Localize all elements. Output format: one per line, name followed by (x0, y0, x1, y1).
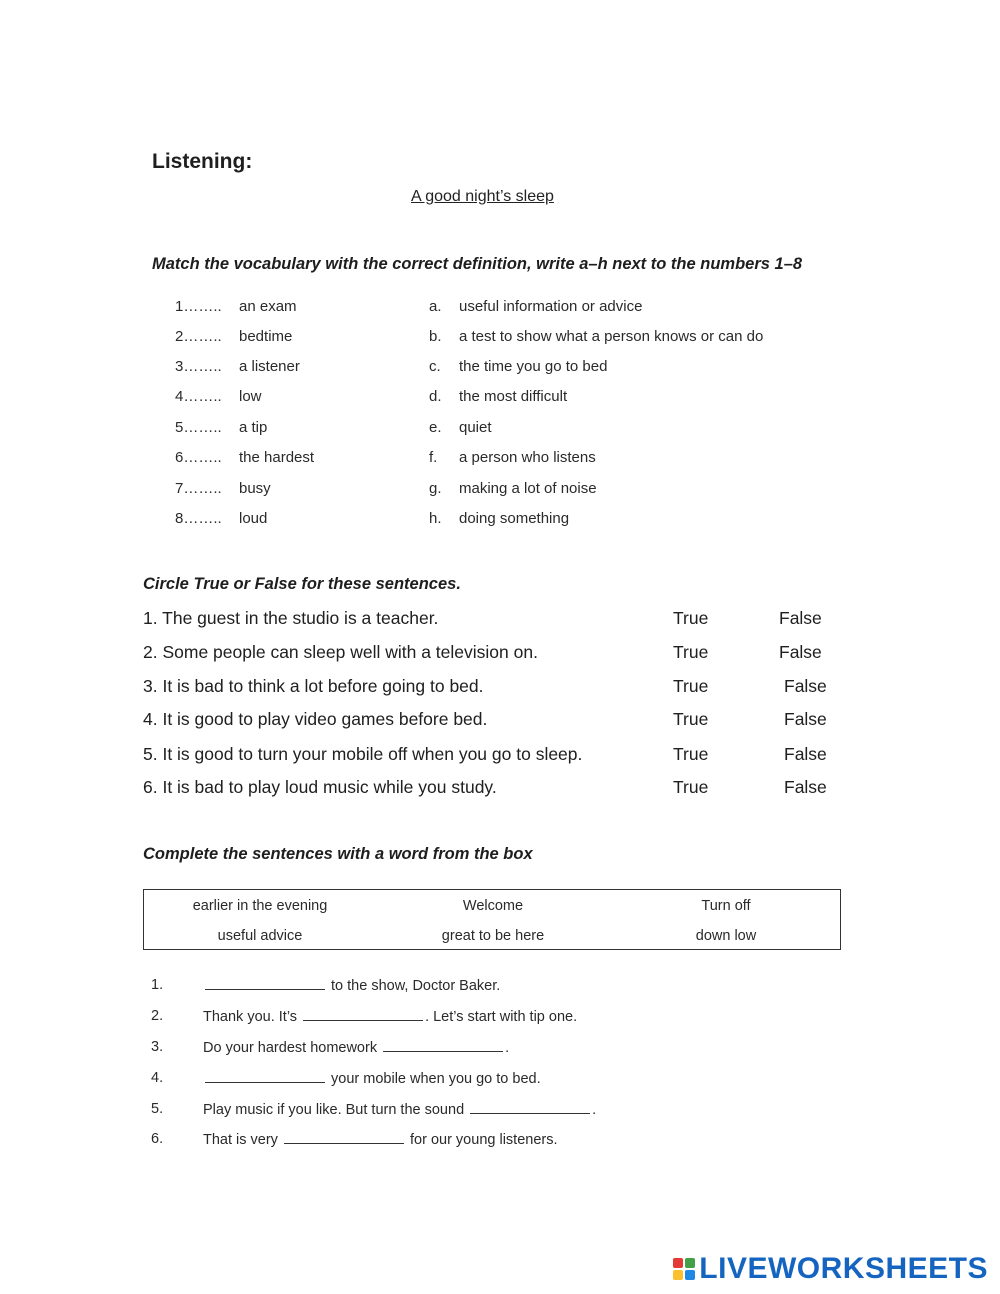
sentence-after: . (505, 1040, 510, 1056)
statement-text: 1. The guest in the studio is a teacher. (143, 608, 439, 628)
vocab-number[interactable]: 1…….. (175, 298, 222, 315)
logo-icon (673, 1258, 695, 1280)
true-option[interactable]: True (673, 608, 709, 628)
answer-blank[interactable] (205, 1070, 325, 1083)
logo-square-icon (673, 1258, 683, 1268)
true-option[interactable]: True (673, 676, 709, 696)
match-instruction: Match the vocabulary with the correct definition, write a–h next to the numbers 1–8 (152, 255, 803, 273)
true-option[interactable]: True (673, 709, 709, 729)
sentence-before: Do your hardest homework (203, 1040, 378, 1056)
vocab-number[interactable]: 6…….. (175, 449, 222, 466)
definition-text: the most difficult (459, 388, 568, 405)
vocab-word: bedtime (239, 328, 293, 345)
answer-blank[interactable] (303, 1008, 423, 1021)
box-word: useful advice (217, 928, 303, 944)
sentence-after: to the show, Doctor Baker. (331, 978, 501, 994)
answer-blank[interactable] (205, 977, 325, 990)
fill-sentence (203, 1008, 577, 1025)
complete-instruction: Complete the sentences with a word from the box (143, 845, 533, 863)
statement-text: 6. It is bad to play loud music while you study. (143, 777, 497, 797)
definition-text: making a lot of noise (459, 480, 597, 497)
statement-text: 3. It is bad to think a lot before going to bed. (143, 676, 484, 696)
true-option[interactable]: True (673, 642, 709, 662)
item-number: 6. (151, 1131, 164, 1147)
false-option[interactable]: False (779, 608, 822, 628)
page-title: Listening: (152, 150, 253, 173)
box-word: Welcome (462, 898, 524, 914)
false-option[interactable]: False (779, 642, 822, 662)
definition-text: doing something (459, 510, 570, 527)
vocab-word: the hardest (239, 449, 315, 466)
logo-square-icon (685, 1270, 695, 1280)
true-option[interactable]: True (673, 744, 709, 764)
logo-square-icon (673, 1270, 683, 1280)
definition-text: quiet (459, 419, 492, 436)
definition-letter: g. (429, 480, 442, 497)
vocab-word: a listener (239, 358, 300, 375)
vocab-number[interactable]: 2…….. (175, 328, 222, 345)
worksheet-subtitle: A good night’s sleep (411, 188, 554, 205)
liveworksheets-logo[interactable] (673, 1252, 988, 1286)
logo-text: LIVEWORKSHEETS (699, 1252, 988, 1285)
definition-letter: d. (429, 388, 442, 405)
definition-text: a test to show what a person knows or can do (459, 328, 764, 345)
vocab-word: loud (239, 510, 268, 527)
box-word: great to be here (441, 928, 545, 944)
item-number: 4. (151, 1070, 164, 1086)
sentence-after: for our young listeners. (410, 1132, 558, 1148)
definition-text: useful information or advice (459, 298, 643, 315)
vocab-word: an exam (239, 298, 297, 315)
vocab-number[interactable]: 5…….. (175, 419, 222, 436)
sentence-before: Thank you. It’s (203, 1009, 298, 1025)
definition-text: the time you go to bed (459, 358, 608, 375)
statement-text: 2. Some people can sleep well with a television on. (143, 642, 538, 662)
true-option[interactable]: True (673, 777, 709, 797)
fill-sentence (203, 1070, 541, 1087)
false-option[interactable]: False (784, 777, 827, 797)
definition-letter: f. (429, 449, 438, 466)
item-number: 1. (151, 977, 164, 993)
item-number: 2. (151, 1008, 164, 1024)
answer-blank[interactable] (470, 1101, 590, 1114)
sentence-after: . Let’s start with tip one. (425, 1009, 578, 1025)
sentence-before: Play music if you like. But turn the sound (203, 1102, 465, 1118)
vocab-word: a tip (239, 419, 268, 436)
statement-text: 4. It is good to play video games before bed. (143, 709, 488, 729)
box-word: Turn off (701, 898, 751, 914)
vocab-number[interactable]: 8…….. (175, 510, 222, 527)
sentence-after: your mobile when you go to bed. (331, 1071, 541, 1087)
definition-letter: c. (429, 358, 441, 375)
definition-letter: e. (429, 419, 442, 436)
vocab-number[interactable]: 7…….. (175, 480, 222, 497)
statement-text: 5. It is good to turn your mobile off when you go to sleep. (143, 744, 583, 764)
answer-blank[interactable] (284, 1131, 404, 1144)
box-word: earlier in the evening (192, 898, 328, 914)
sentence-before: That is very (203, 1132, 278, 1148)
logo-square-icon (685, 1258, 695, 1268)
definition-text: a person who listens (459, 449, 596, 466)
box-word: down low (695, 928, 757, 944)
vocab-word: low (239, 388, 262, 405)
fill-sentence (203, 1131, 558, 1148)
fill-sentence (203, 977, 500, 994)
definition-letter: b. (429, 328, 442, 345)
fill-sentence (203, 1101, 596, 1118)
answer-blank[interactable] (383, 1039, 503, 1052)
false-option[interactable]: False (784, 744, 827, 764)
sentence-after: . (592, 1102, 597, 1118)
false-option[interactable]: False (784, 676, 827, 696)
vocab-number[interactable]: 4…….. (175, 388, 222, 405)
item-number: 5. (151, 1101, 164, 1117)
definition-letter: a. (429, 298, 442, 315)
vocab-word: busy (239, 480, 271, 497)
fill-sentence (203, 1039, 509, 1056)
false-option[interactable]: False (784, 709, 827, 729)
vocab-number[interactable]: 3…….. (175, 358, 222, 375)
true-false-instruction: Circle True or False for these sentences. (143, 575, 461, 593)
definition-letter: h. (429, 510, 442, 527)
item-number: 3. (151, 1039, 164, 1055)
